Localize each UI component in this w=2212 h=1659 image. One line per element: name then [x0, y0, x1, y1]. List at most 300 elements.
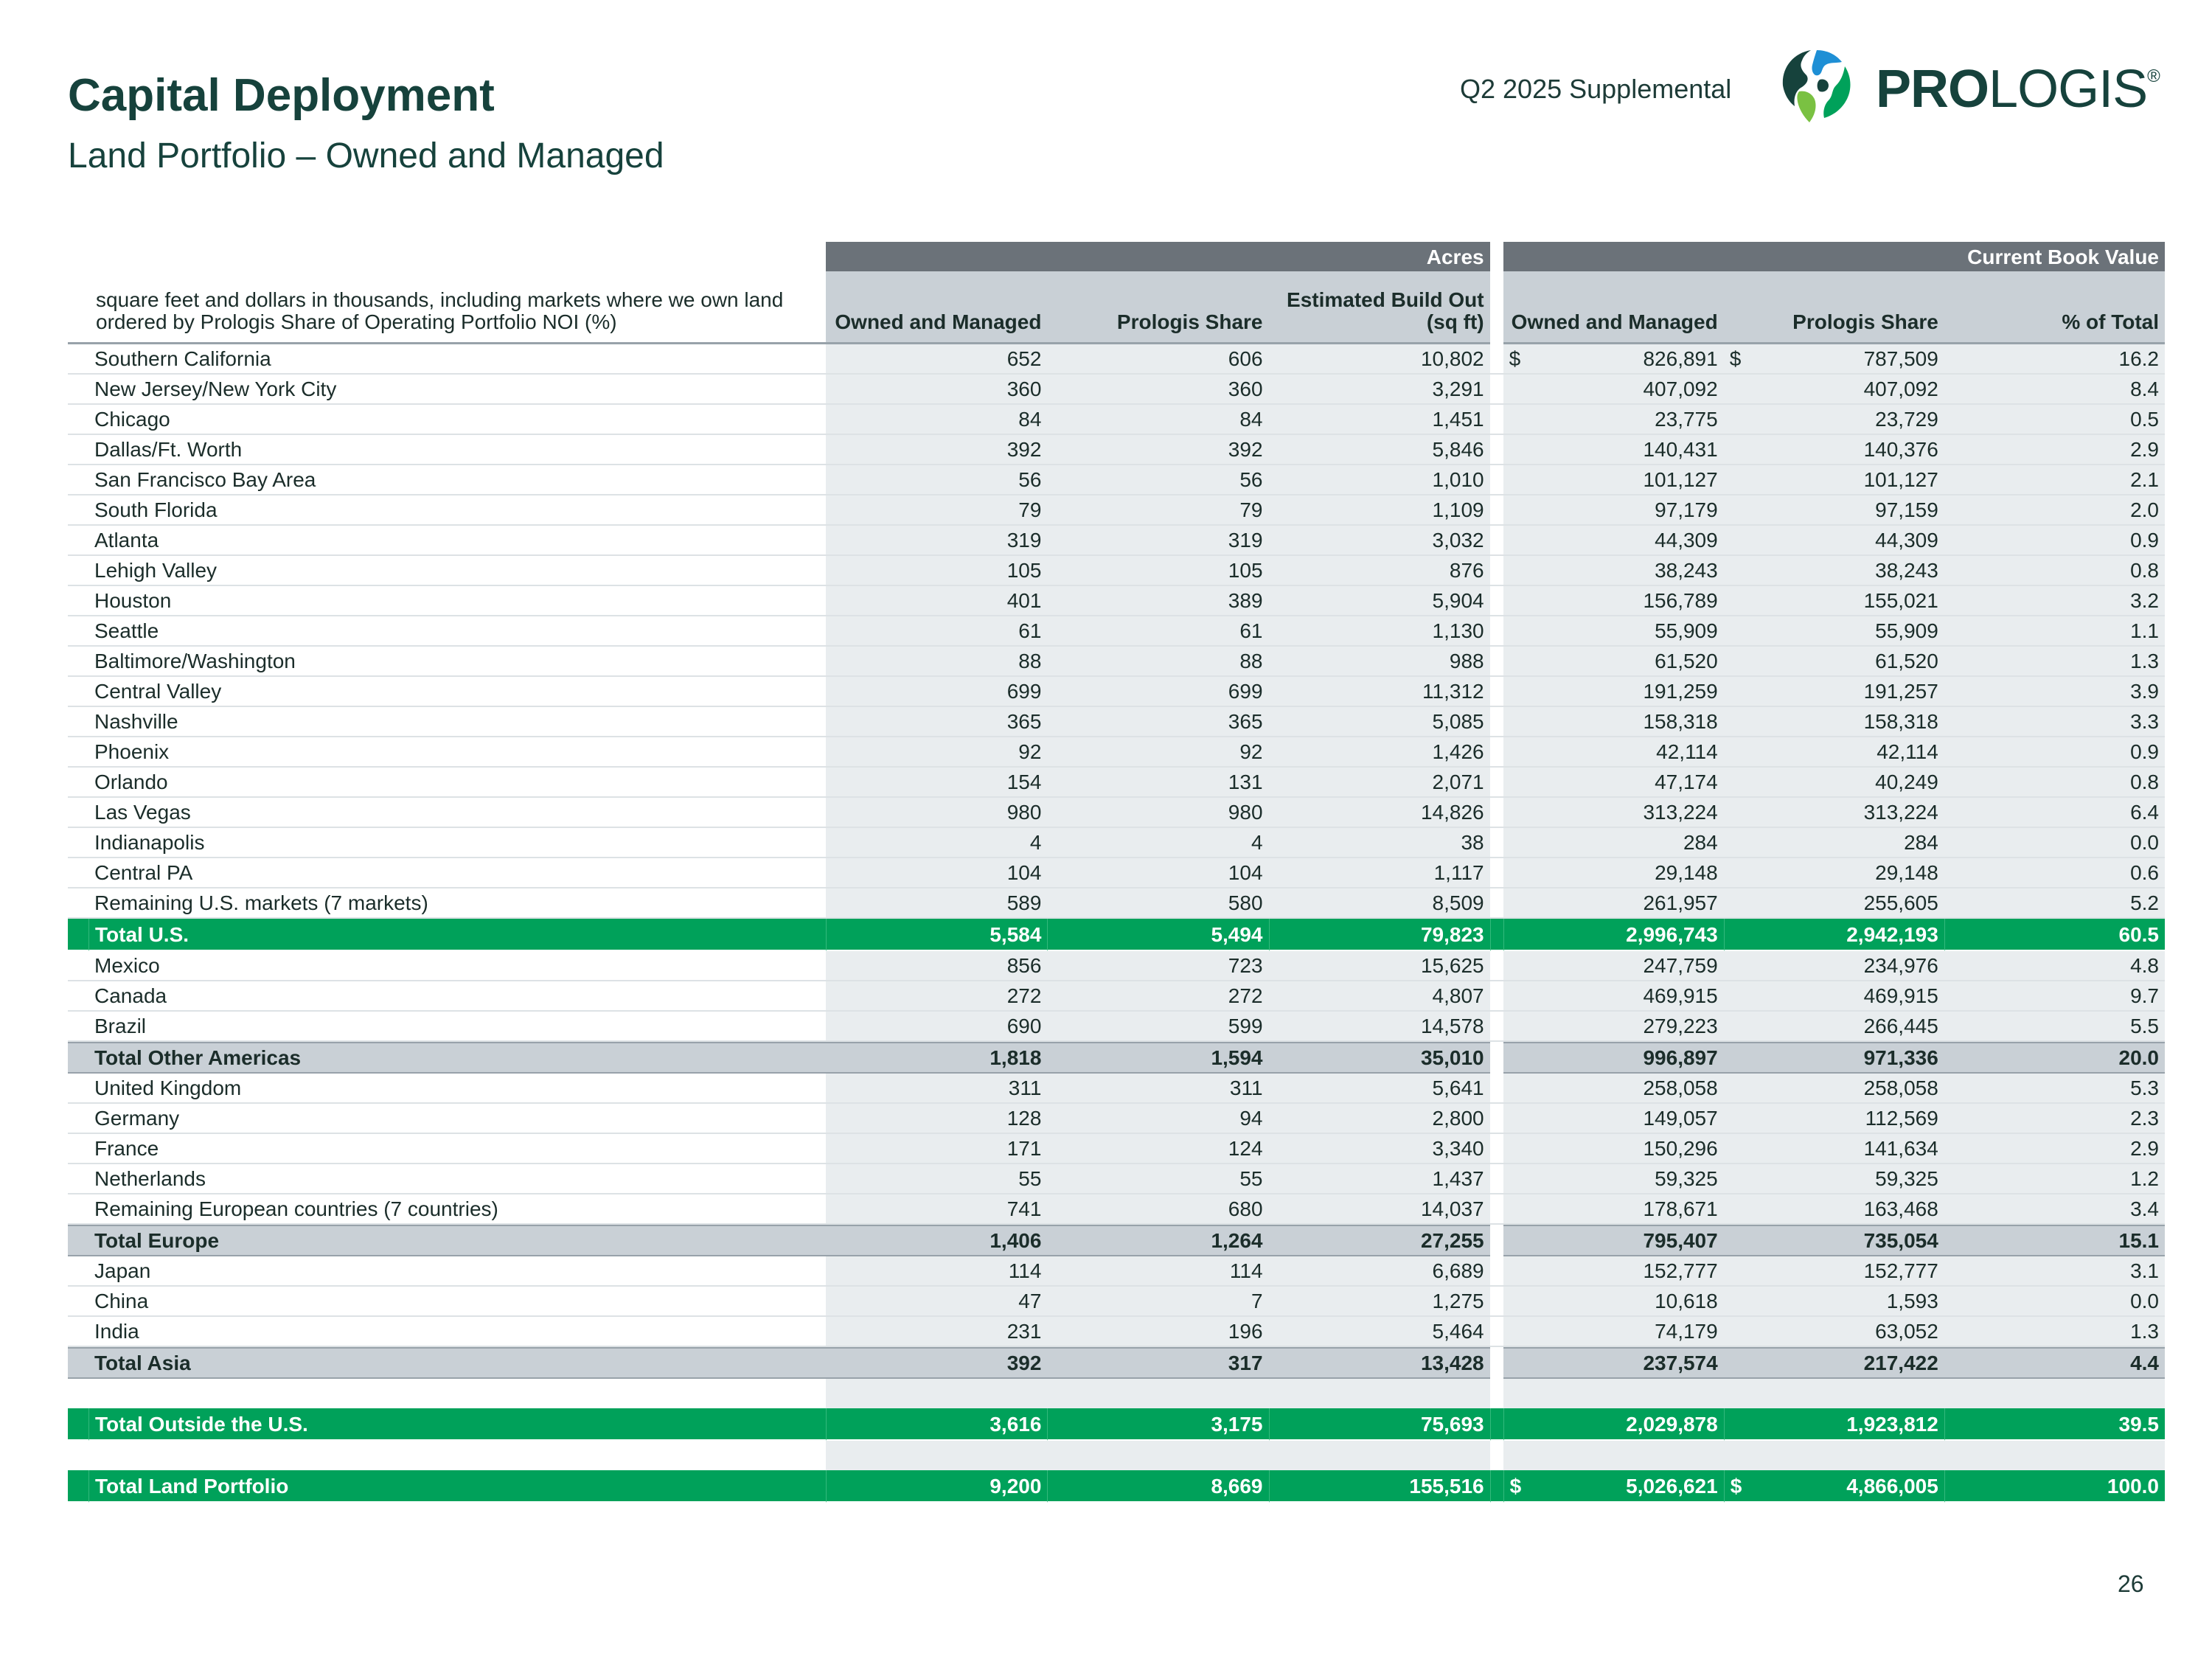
book-value-cell: 42,114 — [1877, 740, 1938, 763]
percent-total-cell: 3.1 — [1944, 1256, 2165, 1287]
prologis-share-acres-cell: 680 — [1047, 1194, 1268, 1225]
market-label: France — [88, 1134, 826, 1164]
book-value-cell: 191,257 — [1863, 680, 1938, 703]
book-value-cell: 40,249 — [1875, 771, 1938, 793]
market-label: Total Other Americas — [88, 1042, 826, 1074]
book-value-cell: 735,054 — [1863, 1229, 1938, 1252]
market-label: New Jersey/New York City — [88, 375, 826, 405]
build-out-cell: 5,846 — [1269, 435, 1490, 465]
globe-logo-icon — [1777, 46, 1858, 127]
book-value-cell: 158,318 — [1863, 710, 1938, 733]
total-row — [68, 919, 2165, 951]
book-value-cell: 4,866,005 — [1846, 1474, 1938, 1498]
prologis-share-acres-cell: 1,594 — [1047, 1042, 1268, 1074]
percent-total-cell: 2.0 — [1944, 495, 2165, 526]
owned-managed-acres-cell: 360 — [826, 375, 1047, 405]
owned-managed-acres-cell: 171 — [826, 1134, 1047, 1164]
dollar-sign: $ — [1509, 1474, 1522, 1498]
percent-total-cell: 3.9 — [1944, 677, 2165, 707]
owned-managed-acres-cell: 231 — [826, 1317, 1047, 1347]
owned-managed-acres-cell: 1,818 — [826, 1042, 1047, 1074]
build-out-cell: 4,807 — [1269, 981, 1490, 1012]
prologis-share-acres-cell: 5,494 — [1047, 919, 1268, 951]
prologis-share-acres-cell: 55 — [1047, 1164, 1268, 1194]
book-value-cell: 42,114 — [1656, 740, 1718, 763]
prologis-share-acres-cell: 392 — [1047, 435, 1268, 465]
book-value-cell: 156,789 — [1643, 589, 1718, 612]
market-label: Houston — [88, 586, 826, 616]
table-row — [68, 981, 2165, 1012]
book-value-cell: 234,976 — [1863, 954, 1938, 977]
build-out-cell: 1,451 — [1269, 405, 1490, 435]
prologis-share-acres-cell: 699 — [1047, 677, 1268, 707]
build-out-cell: 3,291 — [1269, 375, 1490, 405]
book-value-cell: 313,224 — [1863, 801, 1938, 824]
build-out-cell: 1,117 — [1269, 858, 1490, 888]
table-row — [68, 647, 2165, 677]
percent-total-cell: 3.3 — [1944, 707, 2165, 737]
prologis-share-acres-cell: 3,175 — [1047, 1408, 1268, 1441]
market-label: Remaining European countries (7 countries) — [88, 1194, 826, 1225]
market-label: Germany — [88, 1104, 826, 1134]
book-value-cell: 469,915 — [1863, 984, 1938, 1007]
registered-mark: ® — [2147, 66, 2160, 86]
build-out-cell: 14,826 — [1269, 798, 1490, 828]
percent-total-cell: 2.9 — [1944, 435, 2165, 465]
table-row — [68, 677, 2165, 707]
percent-total-cell: 0.0 — [1944, 828, 2165, 858]
supplemental-label: Q2 2025 Supplemental — [1460, 74, 1732, 104]
owned-managed-acres-cell: 47 — [826, 1287, 1047, 1317]
prologis-share-acres-cell: 92 — [1047, 737, 1268, 768]
prologis-share-acres-cell: 114 — [1047, 1256, 1268, 1287]
table-row — [68, 1194, 2165, 1225]
build-out-cell: 1,437 — [1269, 1164, 1490, 1194]
book-value-cell: 44,309 — [1875, 529, 1938, 552]
book-value-cell: 150,296 — [1643, 1137, 1718, 1160]
book-value-cell: 217,422 — [1863, 1352, 1938, 1374]
table-row — [68, 951, 2165, 981]
prologis-share-acres-cell: 4 — [1047, 828, 1268, 858]
book-value-cell: 191,259 — [1643, 680, 1718, 703]
table-row — [68, 1317, 2165, 1347]
book-value-cell: 2,029,878 — [1626, 1412, 1718, 1436]
percent-total-cell: 16.2 — [1944, 344, 2165, 375]
prologis-share-acres-cell: 365 — [1047, 707, 1268, 737]
percent-total-cell: 1.1 — [1944, 616, 2165, 647]
build-out-cell: 35,010 — [1269, 1042, 1490, 1074]
book-value-cell: 149,057 — [1643, 1107, 1718, 1130]
book-value-cell: 47,174 — [1655, 771, 1718, 793]
market-label: Total Outside the U.S. — [88, 1408, 826, 1441]
prologis-share-acres-cell: 317 — [1047, 1347, 1268, 1379]
book-value-cell: 152,777 — [1863, 1259, 1938, 1282]
percent-total-cell: 2.9 — [1944, 1134, 2165, 1164]
book-value-cell: 787,509 — [1863, 347, 1938, 370]
owned-managed-acres-cell: 690 — [826, 1012, 1047, 1042]
prologis-share-acres-cell: 88 — [1047, 647, 1268, 677]
book-value-cell: 97,159 — [1875, 498, 1938, 521]
book-value-cell: 255,605 — [1863, 891, 1938, 914]
dollar-sign: $ — [1509, 347, 1521, 370]
build-out-cell: 2,800 — [1269, 1104, 1490, 1134]
percent-total-cell: 15.1 — [1944, 1225, 2165, 1256]
percent-total-cell: 3.2 — [1944, 586, 2165, 616]
book-value-cell: 59,325 — [1875, 1167, 1938, 1190]
market-label: India — [88, 1317, 826, 1347]
market-label: Brazil — [88, 1012, 826, 1042]
market-label: Central Valley — [88, 677, 826, 707]
market-label: Dallas/Ft. Worth — [88, 435, 826, 465]
table-row — [68, 435, 2165, 465]
build-out-cell: 1,109 — [1269, 495, 1490, 526]
col-header-owned-managed-value: Owned and Managed — [1503, 271, 1724, 344]
subtotal-row — [68, 1042, 2165, 1074]
subtotal-row — [68, 1225, 2165, 1256]
percent-total-cell: 6.4 — [1944, 798, 2165, 828]
owned-managed-acres-cell: 84 — [826, 405, 1047, 435]
market-label: Southern California — [88, 344, 826, 375]
book-value-cell: 61,520 — [1655, 650, 1718, 672]
build-out-cell: 2,071 — [1269, 768, 1490, 798]
table-description: square feet and dollars in thousands, including markets where we own land ordered by Prologis Share of Operating Portfolio NOI (%) — [88, 271, 826, 344]
book-value-cell: 97,179 — [1655, 498, 1718, 521]
book-value-cell: 313,224 — [1643, 801, 1718, 824]
book-value-cell: 23,775 — [1655, 408, 1718, 431]
build-out-cell: 6,689 — [1269, 1256, 1490, 1287]
table-row — [68, 1256, 2165, 1287]
owned-managed-acres-cell: 79 — [826, 495, 1047, 526]
book-value-cell: 469,915 — [1643, 984, 1718, 1007]
table-row — [68, 1287, 2165, 1317]
book-value-cell: 59,325 — [1655, 1167, 1718, 1190]
book-value-cell: 152,777 — [1643, 1259, 1718, 1282]
build-out-cell: 14,578 — [1269, 1012, 1490, 1042]
owned-managed-acres-cell: 652 — [826, 344, 1047, 375]
owned-managed-acres-cell: 699 — [826, 677, 1047, 707]
book-value-cell: 266,445 — [1863, 1015, 1938, 1037]
market-label: Total Europe — [88, 1225, 826, 1256]
book-value-cell: 284 — [1904, 831, 1938, 854]
percent-total-cell: 20.0 — [1944, 1042, 2165, 1074]
owned-managed-acres-cell: 128 — [826, 1104, 1047, 1134]
owned-managed-acres-cell: 1,406 — [826, 1225, 1047, 1256]
book-value-cell: 63,052 — [1875, 1320, 1938, 1343]
book-value-cell: 996,897 — [1643, 1046, 1718, 1069]
percent-total-cell: 0.8 — [1944, 768, 2165, 798]
market-label: Las Vegas — [88, 798, 826, 828]
dollar-sign: $ — [1729, 347, 1742, 370]
book-value-cell: 38,243 — [1875, 559, 1938, 582]
prologis-share-acres-cell: 124 — [1047, 1134, 1268, 1164]
prologis-share-acres-cell: 580 — [1047, 888, 1268, 919]
land-portfolio-table — [68, 242, 2165, 1503]
prologis-share-acres-cell: 389 — [1047, 586, 1268, 616]
prologis-share-acres-cell: 606 — [1047, 344, 1268, 375]
total-row — [68, 1470, 2165, 1503]
percent-total-cell: 0.0 — [1944, 1287, 2165, 1317]
owned-managed-acres-cell: 319 — [826, 526, 1047, 556]
book-value-cell: 795,407 — [1643, 1229, 1718, 1252]
book-value-cell: 29,148 — [1655, 861, 1718, 884]
book-value-cell: 23,729 — [1875, 408, 1938, 431]
book-value-cell: 407,092 — [1863, 378, 1938, 400]
owned-managed-acres-cell: 4 — [826, 828, 1047, 858]
percent-total-cell: 0.5 — [1944, 405, 2165, 435]
book-value-cell: 140,376 — [1863, 438, 1938, 461]
market-label: Remaining U.S. markets (7 markets) — [88, 888, 826, 919]
book-value-cell: 10,618 — [1655, 1290, 1718, 1312]
book-value-cell: 29,148 — [1875, 861, 1938, 884]
book-value-cell: 1,593 — [1886, 1290, 1938, 1312]
market-label: Total Land Portfolio — [88, 1470, 826, 1503]
col-header-prologis-share-acres: Prologis Share — [1047, 271, 1268, 344]
build-out-cell: 11,312 — [1269, 677, 1490, 707]
prologis-share-acres-cell: 311 — [1047, 1074, 1268, 1104]
book-value-cell: 101,127 — [1863, 468, 1938, 491]
table-row — [68, 858, 2165, 888]
book-value-cell: 178,671 — [1643, 1197, 1718, 1220]
book-value-cell: 284 — [1683, 831, 1718, 854]
prologis-share-acres-cell: 599 — [1047, 1012, 1268, 1042]
page-title: Capital Deployment — [68, 70, 495, 121]
market-label: Netherlands — [88, 1164, 826, 1194]
build-out-cell: 155,516 — [1269, 1470, 1490, 1503]
page-subtitle: Land Portfolio – Owned and Managed — [68, 136, 664, 175]
prologis-logo — [1777, 46, 2175, 127]
market-label: Seattle — [88, 616, 826, 647]
build-out-cell: 3,340 — [1269, 1134, 1490, 1164]
group-header-row — [68, 242, 2165, 271]
owned-managed-acres-cell: 9,200 — [826, 1470, 1047, 1503]
build-out-cell: 988 — [1269, 647, 1490, 677]
prologis-share-acres-cell: 56 — [1047, 465, 1268, 495]
build-out-cell: 8,509 — [1269, 888, 1490, 919]
percent-total-cell: 0.9 — [1944, 526, 2165, 556]
table-row — [68, 375, 2165, 405]
table-row — [68, 1134, 2165, 1164]
percent-total-cell: 1.3 — [1944, 1317, 2165, 1347]
percent-total-cell: 1.2 — [1944, 1164, 2165, 1194]
prologis-share-acres-cell: 319 — [1047, 526, 1268, 556]
owned-managed-acres-cell: 88 — [826, 647, 1047, 677]
market-label: Mexico — [88, 951, 826, 981]
build-out-cell: 38 — [1269, 828, 1490, 858]
prologis-share-acres-cell: 104 — [1047, 858, 1268, 888]
book-value-cell: 44,309 — [1655, 529, 1718, 552]
table-row — [68, 526, 2165, 556]
book-value-cell: 163,468 — [1863, 1197, 1938, 1220]
table-row — [68, 768, 2165, 798]
table-row — [68, 586, 2165, 616]
owned-managed-acres-cell: 401 — [826, 586, 1047, 616]
percent-total-cell: 9.7 — [1944, 981, 2165, 1012]
table-row — [68, 707, 2165, 737]
percent-total-cell: 5.3 — [1944, 1074, 2165, 1104]
table-row — [68, 616, 2165, 647]
book-value-cell: 155,021 — [1863, 589, 1938, 612]
prologis-share-acres-cell: 723 — [1047, 951, 1268, 981]
prologis-share-acres-cell: 84 — [1047, 405, 1268, 435]
table-row — [68, 888, 2165, 919]
owned-managed-acres-cell: 856 — [826, 951, 1047, 981]
owned-managed-acres-cell: 105 — [826, 556, 1047, 586]
market-label: Central PA — [88, 858, 826, 888]
spacer-row — [68, 1441, 2165, 1470]
market-label: Phoenix — [88, 737, 826, 768]
dollar-sign: $ — [1730, 1474, 1742, 1498]
build-out-cell: 3,032 — [1269, 526, 1490, 556]
book-value-cell: 237,574 — [1643, 1352, 1718, 1374]
build-out-cell: 1,426 — [1269, 737, 1490, 768]
percent-total-cell: 100.0 — [1944, 1470, 2165, 1503]
col-header-percent-total: % of Total — [1944, 271, 2165, 344]
build-out-cell: 27,255 — [1269, 1225, 1490, 1256]
percent-total-cell: 3.4 — [1944, 1194, 2165, 1225]
market-label: China — [88, 1287, 826, 1317]
logo-wordmark — [1876, 59, 2160, 119]
table-row — [68, 1012, 2165, 1042]
book-value-cell: 971,336 — [1863, 1046, 1938, 1069]
build-out-cell: 5,641 — [1269, 1074, 1490, 1104]
market-label: United Kingdom — [88, 1074, 826, 1104]
percent-total-cell: 5.2 — [1944, 888, 2165, 919]
market-label: Total U.S. — [88, 919, 826, 951]
build-out-cell: 5,085 — [1269, 707, 1490, 737]
book-value-cell: 258,058 — [1863, 1077, 1938, 1099]
owned-managed-acres-cell: 154 — [826, 768, 1047, 798]
prologis-share-acres-cell: 272 — [1047, 981, 1268, 1012]
col-header-estimated-build-out: Estimated Build Out (sq ft) — [1269, 271, 1490, 344]
col-header-prologis-share-value: Prologis Share — [1724, 271, 1944, 344]
build-out-cell: 5,464 — [1269, 1317, 1490, 1347]
owned-managed-acres-cell: 3,616 — [826, 1408, 1047, 1441]
prologis-share-acres-cell: 8,669 — [1047, 1470, 1268, 1503]
page-number: 26 — [2118, 1571, 2144, 1597]
owned-managed-acres-cell: 92 — [826, 737, 1047, 768]
market-label: San Francisco Bay Area — [88, 465, 826, 495]
owned-managed-acres-cell: 392 — [826, 435, 1047, 465]
percent-total-cell: 60.5 — [1944, 919, 2165, 951]
table-row — [68, 828, 2165, 858]
book-value-cell: 2,996,743 — [1626, 922, 1718, 946]
build-out-cell: 10,802 — [1269, 344, 1490, 375]
prologis-share-acres-cell: 196 — [1047, 1317, 1268, 1347]
book-value-cell: 2,942,193 — [1846, 922, 1938, 946]
market-label: Orlando — [88, 768, 826, 798]
market-label: Chicago — [88, 405, 826, 435]
book-value-cell: 407,092 — [1643, 378, 1718, 400]
prologis-share-acres-cell: 7 — [1047, 1287, 1268, 1317]
owned-managed-acres-cell: 741 — [826, 1194, 1047, 1225]
book-value-cell: 258,058 — [1643, 1077, 1718, 1099]
book-value-cell: 141,634 — [1863, 1137, 1938, 1160]
market-label: Baltimore/Washington — [88, 647, 826, 677]
owned-managed-acres-cell: 114 — [826, 1256, 1047, 1287]
percent-total-cell: 4.8 — [1944, 951, 2165, 981]
build-out-cell: 1,130 — [1269, 616, 1490, 647]
build-out-cell: 15,625 — [1269, 951, 1490, 981]
logo-light-text: LOGIS — [1989, 60, 2148, 119]
owned-managed-acres-cell: 272 — [826, 981, 1047, 1012]
percent-total-cell: 0.6 — [1944, 858, 2165, 888]
percent-total-cell: 39.5 — [1944, 1408, 2165, 1441]
book-value-cell: 112,569 — [1865, 1107, 1938, 1130]
prologis-share-acres-cell: 980 — [1047, 798, 1268, 828]
percent-total-cell: 2.1 — [1944, 465, 2165, 495]
col-header-owned-managed-acres: Owned and Managed — [826, 271, 1047, 344]
book-value-cell: 261,957 — [1643, 891, 1718, 914]
table-row — [68, 737, 2165, 768]
owned-managed-acres-cell: 5,584 — [826, 919, 1047, 951]
table-row — [68, 1104, 2165, 1134]
book-value-cell: 279,223 — [1643, 1015, 1718, 1037]
market-label: Indianapolis — [88, 828, 826, 858]
market-label: Nashville — [88, 707, 826, 737]
build-out-cell: 1,010 — [1269, 465, 1490, 495]
percent-total-cell: 8.4 — [1944, 375, 2165, 405]
table-row — [68, 495, 2165, 526]
book-value-cell: 140,431 — [1643, 438, 1718, 461]
market-label: Japan — [88, 1256, 826, 1287]
owned-managed-acres-cell: 392 — [826, 1347, 1047, 1379]
build-out-cell: 5,904 — [1269, 586, 1490, 616]
prologis-share-acres-cell: 1,264 — [1047, 1225, 1268, 1256]
owned-managed-acres-cell: 980 — [826, 798, 1047, 828]
percent-total-cell: 0.8 — [1944, 556, 2165, 586]
book-value-cell: 1,923,812 — [1846, 1412, 1938, 1436]
percent-total-cell: 5.5 — [1944, 1012, 2165, 1042]
subtotal-row — [68, 1347, 2165, 1379]
owned-managed-acres-cell: 104 — [826, 858, 1047, 888]
market-label: Lehigh Valley — [88, 556, 826, 586]
prologis-share-acres-cell: 360 — [1047, 375, 1268, 405]
column-header-row — [68, 271, 2165, 344]
table-row — [68, 344, 2165, 375]
total-row — [68, 1408, 2165, 1441]
build-out-cell: 13,428 — [1269, 1347, 1490, 1379]
table-row — [68, 798, 2165, 828]
build-out-cell: 75,693 — [1269, 1408, 1490, 1441]
market-label: Canada — [88, 981, 826, 1012]
acres-group-header: Acres — [826, 242, 1489, 271]
book-value-cell: 247,759 — [1643, 954, 1718, 977]
market-label: Atlanta — [88, 526, 826, 556]
owned-managed-acres-cell: 55 — [826, 1164, 1047, 1194]
table-row — [68, 1164, 2165, 1194]
owned-managed-acres-cell: 56 — [826, 465, 1047, 495]
book-value-cell: 55,909 — [1655, 619, 1718, 642]
owned-managed-acres-cell: 589 — [826, 888, 1047, 919]
book-value-cell: 826,891 — [1643, 347, 1718, 370]
book-value-cell: 74,179 — [1655, 1320, 1718, 1343]
prologis-share-acres-cell: 131 — [1047, 768, 1268, 798]
percent-total-cell: 2.3 — [1944, 1104, 2165, 1134]
table-row — [68, 465, 2165, 495]
market-label: Total Asia — [88, 1347, 826, 1379]
logo-bold-text: PRO — [1876, 60, 1989, 119]
percent-total-cell: 1.3 — [1944, 647, 2165, 677]
book-value-cell: 158,318 — [1643, 710, 1718, 733]
owned-managed-acres-cell: 311 — [826, 1074, 1047, 1104]
percent-total-cell: 0.9 — [1944, 737, 2165, 768]
table-row — [68, 405, 2165, 435]
book-value-cell: 55,909 — [1875, 619, 1938, 642]
prologis-share-acres-cell: 105 — [1047, 556, 1268, 586]
build-out-cell: 14,037 — [1269, 1194, 1490, 1225]
table-row — [68, 1074, 2165, 1104]
prologis-share-acres-cell: 94 — [1047, 1104, 1268, 1134]
